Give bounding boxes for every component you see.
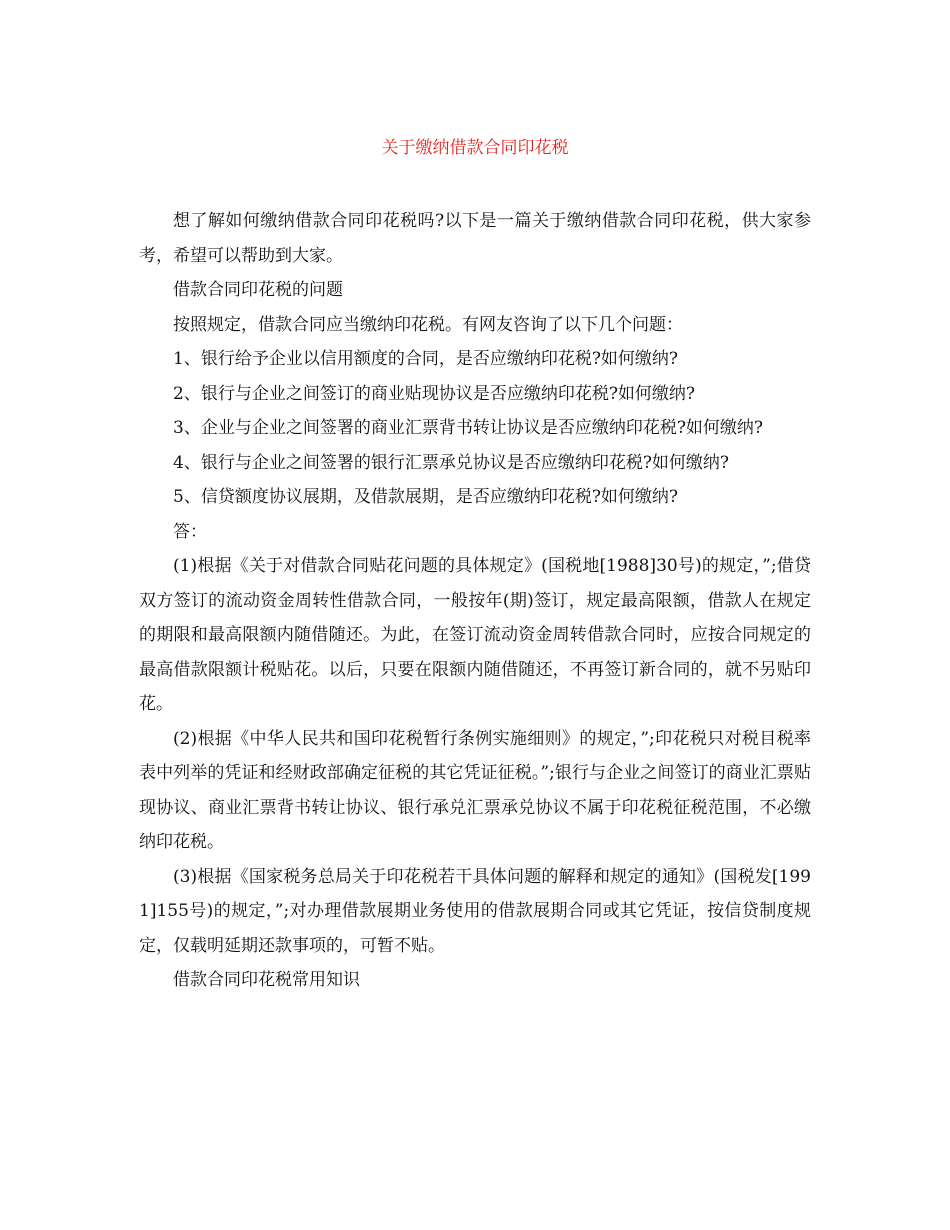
document-body xyxy=(139,204,811,998)
answer-item-3: (3)根据《国家税务总局关于印花税若干具体问题的解释和规定的通知》(国税发[1991]155号)的规定，”;对办理借款展期业务使用的借款展期合同或其它凭证，按信贷制度规定，仅载明延期还款事项的，可暂不贴。 xyxy=(139,866,811,956)
section-heading-common-knowledge: 借款合同印花税常用知识 xyxy=(173,970,360,990)
document-title: 关于缴纳借款合同印花税 xyxy=(381,138,569,158)
answer-item-2: (2)根据《中华人民共和国印花税暂行条例实施细则》的规定，”;印花税只对税目税率表中列举的凭证和经财政部确定征税的其它凭证征税。”;银行与企业之间签订的商业汇票贴现协议、商业汇票背书转让协议、银行承兑汇票承兑协议不属于印花税征税范围，不必缴纳印花税。 xyxy=(139,728,811,852)
question-item-2: 2、银行与企业之间签订的商业贴现协议是否应缴纳印花税?如何缴纳? xyxy=(173,383,696,404)
question-item-5: 5、信贷额度协议展期，及借款展期，是否应缴纳印花税?如何缴纳? xyxy=(173,487,679,507)
paragraph-question-intro: 按照规定，借款合同应当缴纳印花税。有网友咨询了以下几个问题： xyxy=(173,314,683,335)
question-item-3: 3、企业与企业之间签署的商业汇票背书转让协议是否应缴纳印花税?如何缴纳? xyxy=(173,418,764,438)
question-item-1: 1、银行给予企业以信用额度的合同，是否应缴纳印花税?如何缴纳? xyxy=(173,349,679,369)
answer-label: 答： xyxy=(173,521,207,542)
section-heading-loan-stamp-tax-issues: 借款合同印花税的问题 xyxy=(173,280,343,300)
question-item-4: 4、银行与企业之间签署的银行汇票承兑协议是否应缴纳印花税?如何缴纳? xyxy=(173,452,730,473)
paragraph-intro: 想了解如何缴纳借款合同印花税吗?以下是一篇关于缴纳借款合同印花税，供大家参考，希望可以帮助到大家。 xyxy=(139,211,811,266)
answer-item-1: (1)根据《关于对借款合同贴花问题的具体规定》(国税地[1988]30号)的规定，”;借贷双方签订的流动资金周转性借款合同，一般按年(期)签订，规定最高限额，借款人在规定的期限和最高限额内随借随还。为此，在签订流动资金周转借款合同时，应按合同规定的最高借款限额计税贴花。以后，只要在限额内随借随还，不再签订新合同的，就不另贴印花。 xyxy=(139,556,811,714)
